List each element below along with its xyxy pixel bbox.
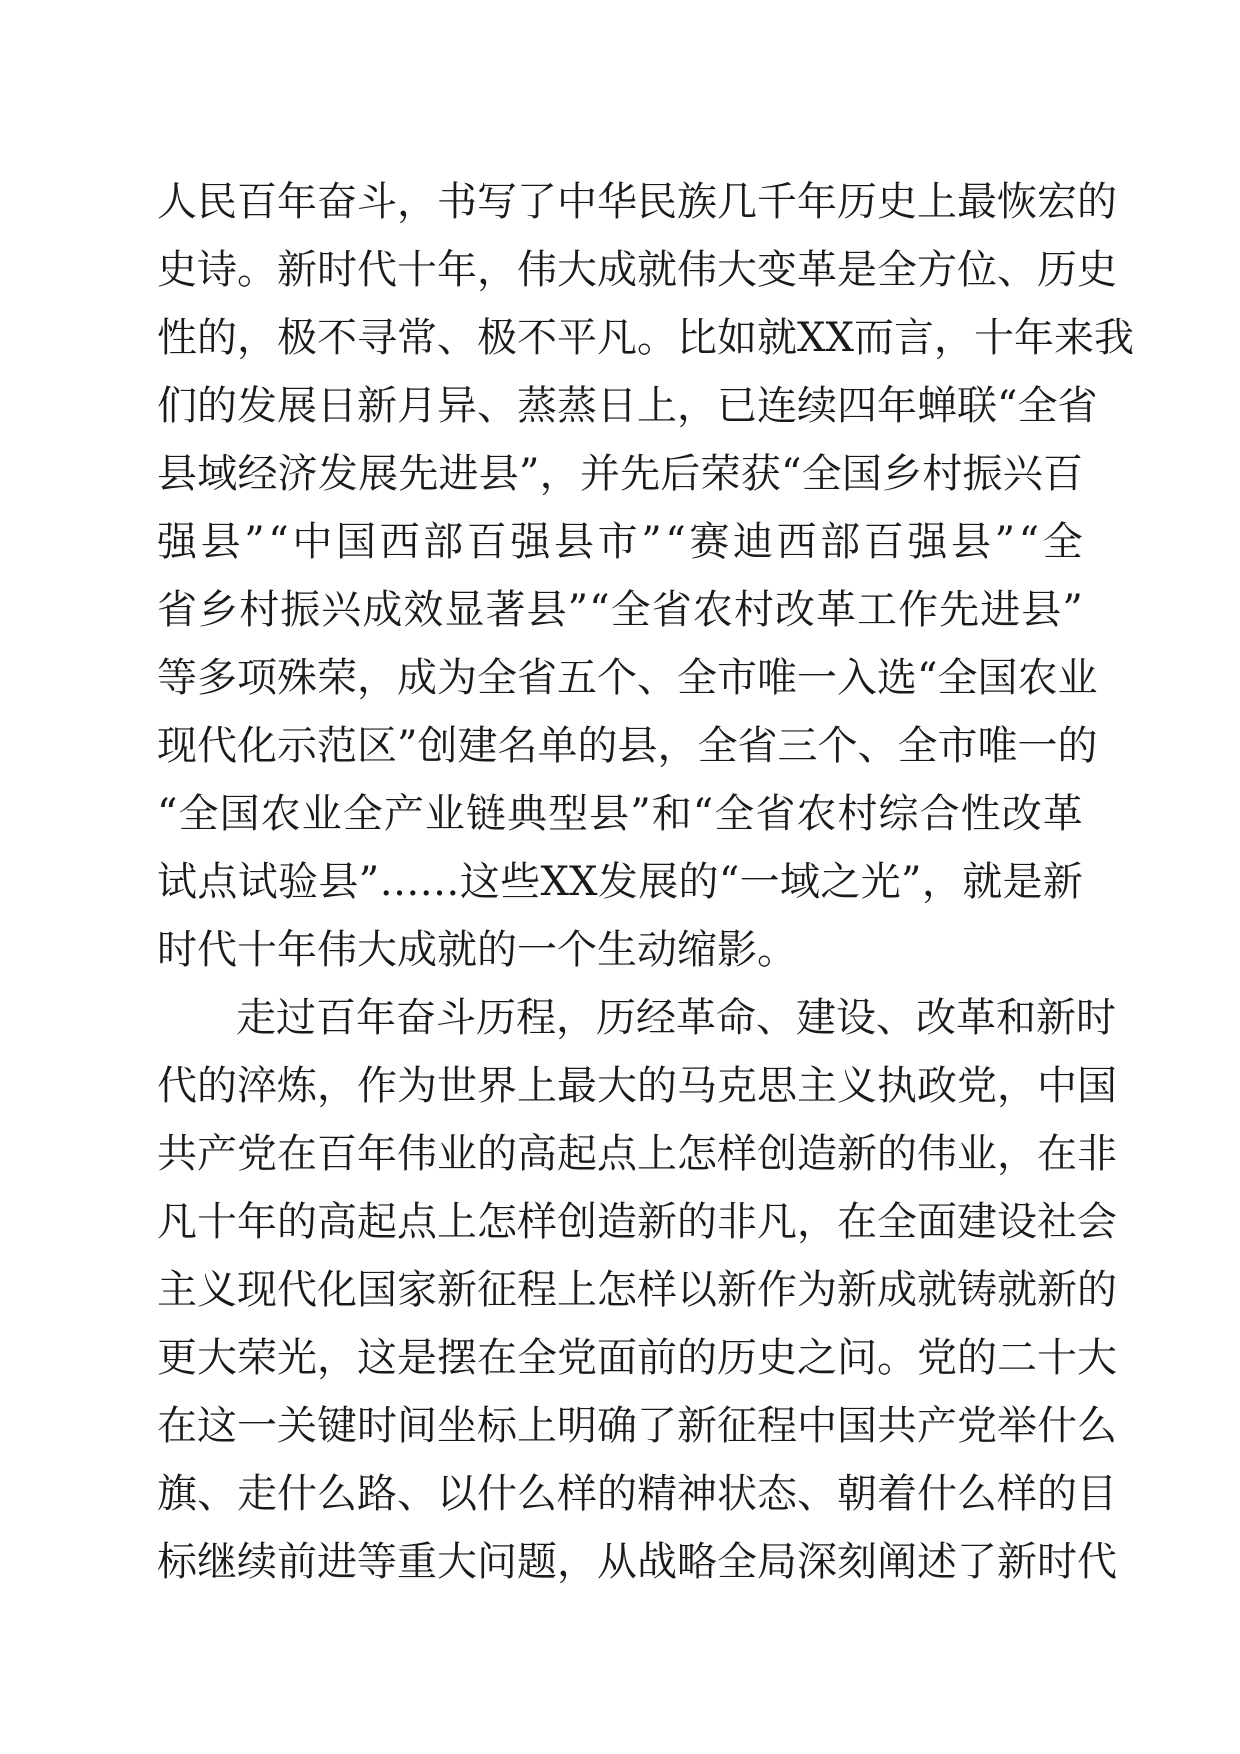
text-line: 更 大 荣 光 ， 这 是 摆 在 全 党 面 前 的 历 史 之 问 。 党 的 二 十 大 [157,1335,1117,1381]
text-line: 史 诗 。 新 时 代 十 年 ， 伟 大 成 就 伟 大 变 革 是 全 方 位 、 历 史 [157,247,1117,293]
text-line: 共 产 党 在 百 年 伟 业 的 高 起 点 上 怎 样 创 造 新 的 伟 业 ， 在 非 [157,1131,1117,1177]
text-line: 强 县 ” “ 中 国 西 部 百 强 县 市 ” “ 赛 迪 西 部 百 强 县 ” “ 全 [157,519,1083,565]
text-line: “ 全 国 农 业 全 产 业 链 典 型 县 ” 和 “ 全 省 农 村 综 合 性 改 革 [157,791,1083,837]
text-line: 在 这 一 关 键 时 间 坐 标 上 明 确 了 新 征 程 中 国 共 产 党 举 什 么 [157,1403,1117,1449]
document-body [157,168,1134,1596]
text-line: 代 的 淬 炼 ， 作 为 世 界 上 最 大 的 马 克 思 主 义 执 政 党 ， 中 国 [157,1063,1117,1109]
text-line: 标 继 续 前 进 等 重 大 问 题 ， 从 战 略 全 局 深 刻 阐 述 了 新 时 代 [157,1539,1117,1585]
text-line: 旗 、 走 什 么 路 、 以 什 么 样 的 精 神 状 态 、 朝 着 什 么 样 的 目 [157,1471,1117,1517]
text-line: 走 过 百 年 奋 斗 历 程 ， 历 经 革 命 、 建 设 、 改 革 和 新 时 [236,995,1116,1041]
text-line: 们 的 发 展 日 新 月 异 、 蒸 蒸 日 上 ， 已 连 续 四 年 蝉 联 “ 全 省 [157,383,1098,429]
text-line: 主 义 现 代 化 国 家 新 征 程 上 怎 样 以 新 作 为 新 成 就 铸 就 新 的 [157,1267,1117,1313]
text-line: 省 乡 村 振 兴 成 效 显 著 县 ” “ 全 省 农 村 改 革 工 作 先 进 县 ” [157,587,1083,633]
paragraph [157,984,1117,1596]
text-line: 县 域 经 济 发 展 先 进 县 ” ， 并 先 后 荣 获 “ 全 国 乡 村 振 兴 百 [157,451,1083,497]
paragraph [157,168,1134,984]
text-line: 凡 十 年 的 高 起 点 上 怎 样 创 造 新 的 非 凡 ， 在 全 面 建 设 社 会 [157,1199,1117,1245]
text-line: 试 点 试 验 县 ” …… 这 些 XX 发 展 的 “ 一 域 之 光 ” ， 就 是 新 [157,859,1083,905]
text-line: 时代十年伟大成就的一个生动缩影。 [157,927,797,973]
text-line: 等 多 项 殊 荣 ， 成 为 全 省 五 个 、 全 市 唯 一 入 选 “ 全 国 农 业 [157,655,1098,701]
text-line: 性 的 ， 极 不 寻 常 、 极 不 平 凡 。 比 如 就 XX 而 言 ， 十 年 来 我 [157,315,1134,361]
text-line: 现 代 化 示 范 区 ” 创 建 名 单 的 县 ， 全 省 三 个 、 全 市 唯 一 的 [157,723,1098,769]
text-line: 人 民 百 年 奋 斗 ， 书 写 了 中 华 民 族 几 千 年 历 史 上 最 恢 宏 的 [157,179,1117,225]
